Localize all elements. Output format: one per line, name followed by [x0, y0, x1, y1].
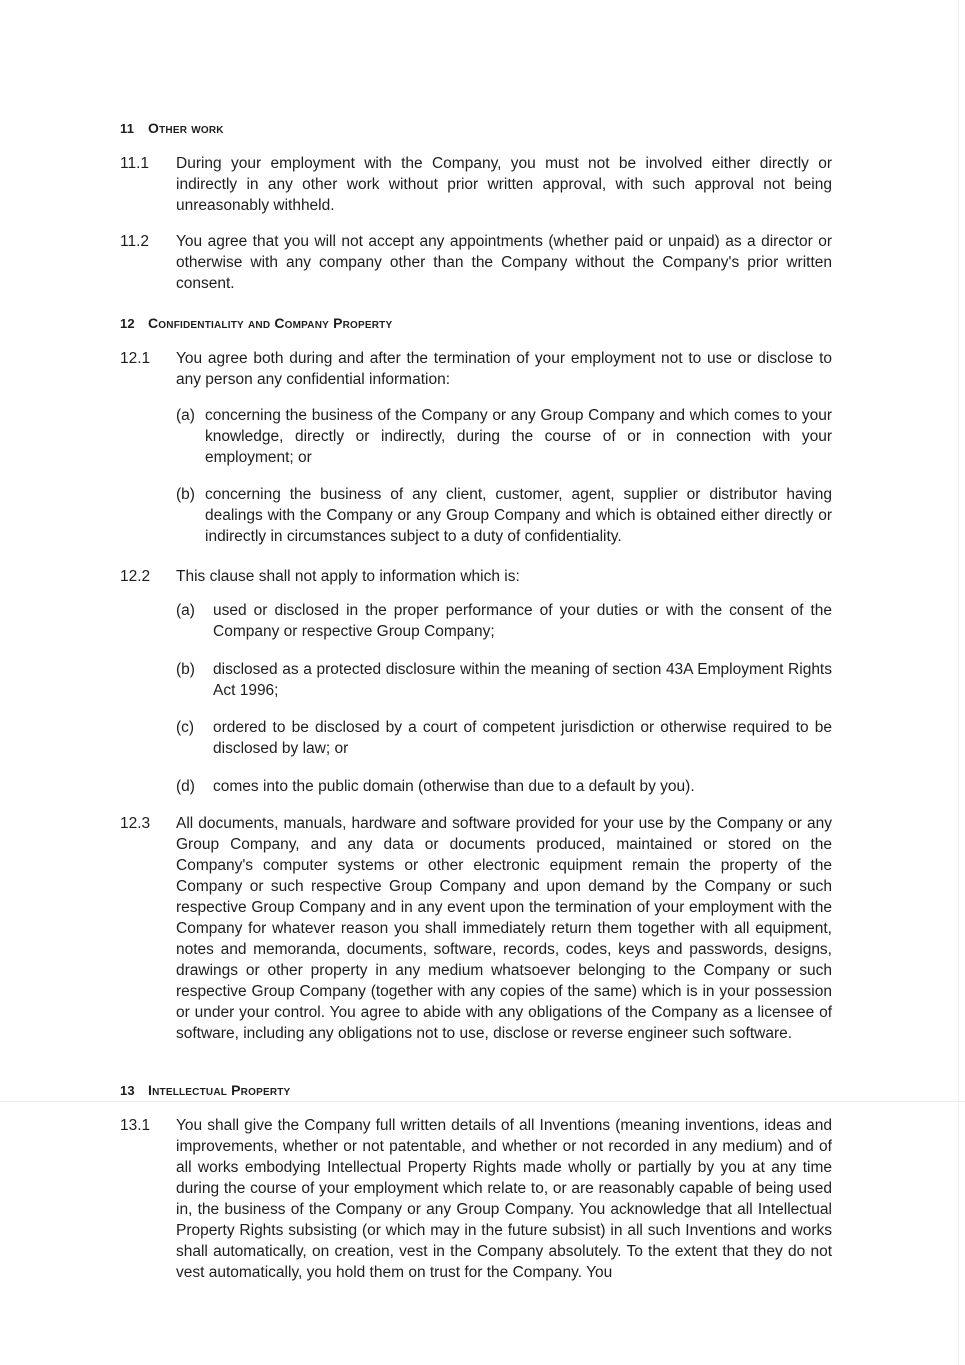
subclause-text: concerning the business of any client, customer, agent, supplier or distributor having dealings with the Company or any Group Company and which is obtained either directly or indirectly in circumstances subject to a duty of confidentiality. [205, 486, 832, 545]
clause-12-3 [120, 813, 832, 1044]
clause-12-1 [120, 348, 832, 390]
clause-text: All documents, manuals, hardware and software provided for your use by the Company or any Group Company, and any data or documents produced, maintained or stored on the Company's computer systems or other electronic equipment remain the property of the Company or such respective Group Company and upon demand by the Company or such respective Group Company and in any event upon the termination of your employment with the Company for whatever reason you shall immediately return them together with all equipment, notes and memoranda, documents, software, records, codes, keys and passwords, designs, drawings or other property in any medium whatsoever belonging to the Company or such respective Group Company (together with any copies of the same) which is in your possession or under your control. You agree to abide with any obligations of the Company as a licensee of software, including any obligations not to use, disclose or reverse engineer such software. [176, 815, 832, 1042]
subclause-label: (a) [176, 407, 195, 424]
clause-12-2-c [176, 717, 832, 759]
clause-12-2-a [176, 600, 832, 642]
subclause-text: concerning the business of the Company or any Group Company and which comes to your knowledge, directly or indirectly, during the course of or in connection with your employment; or [205, 407, 832, 466]
scan-edge [958, 0, 959, 1365]
clause-12-2-b [176, 659, 832, 701]
clause-text: You shall give the Company full written details of all Inventions (meaning inventions, ideas and improvements, whether or not patentable, and whether or not recorded in any medium) and of all works embodying Intellectual Property Rights made wholly or partially by you at any time during the course of your employment which relate to, or are reasonably capable of being used in, the business of the Company or any Group Company. You acknowledge that all Intellectual Property Rights subsisting (or which may in the future subsist) in all such Inventions and works shall automatically, on creation, vest in the Company absolutely. To the extent that they do not vest automatically, you hold them on trust for the Company. You [176, 1117, 832, 1281]
section-11-heading [120, 120, 224, 136]
subclause-text: ordered to be disclosed by a court of competent jurisdiction or otherwise required to be disclosed by law; or [213, 719, 832, 757]
clause-13-1 [120, 1115, 832, 1283]
section-title: Confidentiality and Company Property [148, 315, 393, 331]
clause-11-1 [120, 153, 832, 216]
section-title: Intellectual Property [148, 1082, 291, 1098]
subclause-label: (d) [176, 778, 195, 795]
clause-12-2-d [176, 776, 832, 797]
subclause-text: comes into the public domain (otherwise than due to a default by you). [213, 778, 695, 795]
section-12-heading [120, 315, 392, 331]
subclause-label: (c) [176, 719, 195, 736]
subclause-label: (b) [176, 486, 195, 503]
clause-number: 11.1 [120, 155, 150, 172]
clause-number: 12.1 [120, 350, 151, 367]
clause-12-1-a [176, 405, 832, 468]
subclause-text: used or disclosed in the proper performance of your duties or with the consent of the Company or respective Group Company; [213, 602, 832, 640]
scan-fold-line [0, 1101, 965, 1102]
subclause-label: (a) [176, 602, 195, 619]
subclause-text: disclosed as a protected disclosure within the meaning of section 43A Employment Rights Act 1996; [213, 661, 832, 699]
section-number: 11 [120, 121, 135, 136]
section-13-heading [120, 1082, 290, 1098]
clause-number: 11.2 [120, 233, 150, 250]
section-number: 13 [120, 1083, 135, 1098]
clause-text: You agree both during and after the termination of your employment not to use or disclose to any person any confidential information: [176, 350, 832, 388]
section-number: 12 [120, 316, 135, 331]
clause-12-1-b [176, 484, 832, 547]
clause-text: During your employment with the Company, you must not be involved either directly or indirectly in any other work without prior written approval, with such approval not being unreasonably withheld. [176, 155, 832, 214]
clause-12-2 [120, 566, 832, 587]
section-title: Other work [148, 120, 224, 136]
clause-number: 13.1 [120, 1117, 151, 1134]
subclause-label: (b) [176, 661, 195, 678]
clause-11-2 [120, 231, 832, 294]
clause-number: 12.3 [120, 815, 151, 832]
clause-number: 12.2 [120, 568, 151, 585]
clause-text: You agree that you will not accept any appointments (whether paid or unpaid) as a director or otherwise with any company other than the Company without the Company's prior written consent. [176, 233, 832, 292]
clause-text: This clause shall not apply to information which is: [176, 568, 520, 585]
